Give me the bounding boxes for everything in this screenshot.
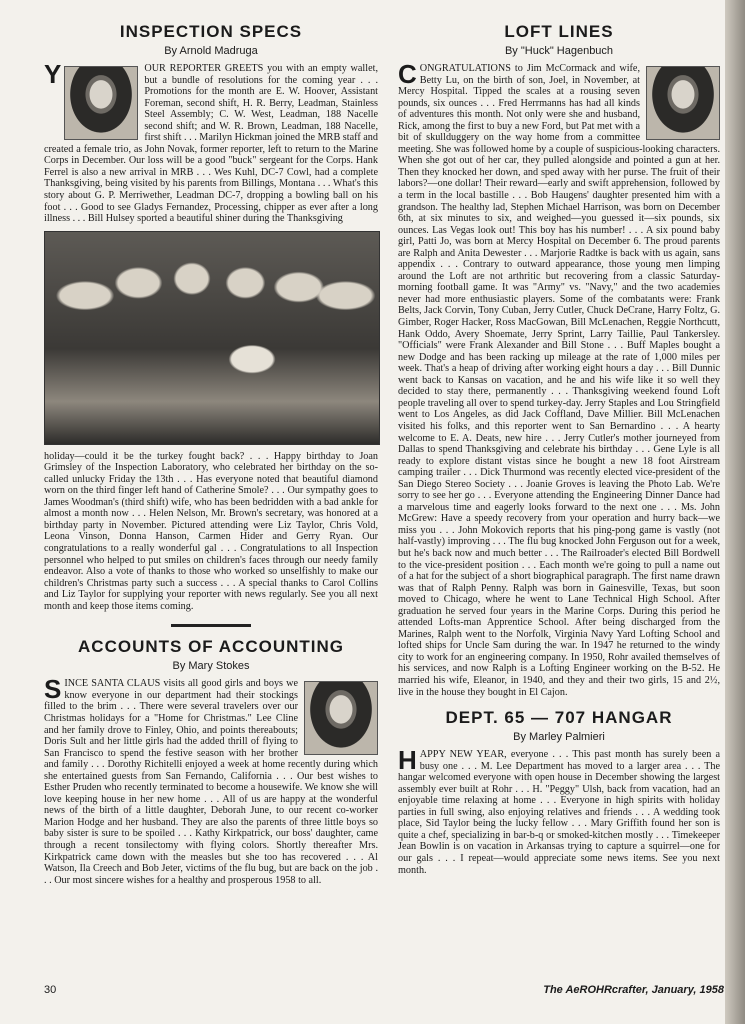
left-column [44, 22, 378, 886]
page-number: 30 [44, 984, 57, 996]
dropcap-y: Y [44, 59, 62, 89]
reporter-portrait-photo [646, 66, 720, 140]
inspection-specs-paragraph-2: holiday—could it be the turkey fought back? . . . Happy birthday to Joan Grimsley of the Inspection Laboratory, who celebrated her birthday on the so-called unlucky Friday the 13th . . . Has everyone noted that beautiful diamond worn on the third finger left hand of Catherine Smole? . . . Our sympathy goes to James Woodman's (third shift) wife, who has been bedridden with a bad ankle for almost a month now . . . Helen Nelson, Mr. Brown's secretary, was honored at a birthday party in November. Pictured attending were Liz Taylor, Chris Vold, Leona Vinson, Donna Hanson, Carmen Hider and Gerry Ryan. Our congratulations to a really wonderful gal . . . Congratulations to all Inspection personnel who helped to put smiles on children's faces through our needy family endeavor. Also a vote of thanks to those who worked so unselfishly to make our children's Christmas party such a success . . . A special thanks to Carol Collins and Liz Taylor for supplying your reporter with news regularly. See you all next month and keep those items coming. [44, 450, 378, 612]
inspection-specs-article [44, 22, 378, 612]
hangar-article [398, 708, 720, 876]
accounting-paragraph [44, 674, 378, 886]
right-column [398, 22, 720, 876]
hangar-heading: DEPT. 65 — 707 HANGAR [445, 708, 673, 728]
loft-lines-paragraph [398, 59, 720, 698]
hangar-text: APPY NEW YEAR, everyone . . . This past month has surely been a busy one . . . M. Lee Department has moved to a larger area . . . The hangar welcomed everyone with open house in December showing the largest assembly ever built at Rohr . . . H. "Peggy" Ulsh, back from vacation, had an enjoyable time relaxing at home . . . Everyone in high spirits with holiday parties in full swing, also enjoying relatives and friends . . . A wedding took place, Sid Taylor being the lucky fellow . . . Mary Griffith found her son is quite a chef, specializing in bar-b-q or smoked-kitchen mostly . . . Timekeeper Jean Bowlin is on vacation in Arkansas trying to capture a squirrel—one for our gals . . . I repeat—would appreciate some news items. See you next month. [398, 749, 720, 876]
dropcap-h: H [398, 745, 417, 776]
loft-lines-heading: LOFT LINES [504, 22, 614, 41]
page-edge-shadow [725, 0, 745, 1024]
accounts-of-accounting-article [44, 637, 378, 886]
inspection-specs-byline: By Arnold Madruga [164, 45, 258, 57]
reporter-portrait-photo [64, 66, 138, 140]
hangar-byline: By Marley Palmieri [513, 731, 605, 744]
dropcap-s: S [44, 674, 62, 705]
inspection-specs-paragraph-1 [44, 59, 378, 225]
birthday-party-group-photo [44, 231, 380, 445]
dropcap-c: C [398, 59, 417, 89]
accounting-text: INCE SANTA CLAUS visits all good girls and boys we know everyone in our department had their stockings filled to the brim . . . There were several travelers over our Christmas holidays for a "Home for Christmas." Lee Cline and her family drove to Finley, Ohio, and points thereabouts; Doris Sult and her little girls had the added thrill of flying to San Francisco to spend the festive season with her brother and family . . . Dorothy Richitelli enjoyed a week at home recently during which she entertained guests from San Fernando, California . . . Our best wishes to Esther Pruden who recently terminated to become a housewife. We know she will love keeping house in her new home . . . All of us are happy at the wonderful news of the birth of a little daughter, Deborah June, to our recent co-worker Marion Hodge and her husband. They are also the parents of three little boys so baby sister is sure to be spoiled . . . Kathy Kirkpatrick, our boss' daughter, came through a recent tonsilectomy with flying colors. Shortly thereafter Mrs. Kirkpatrick came down with the measles but she too has recovered . . . Al Watson, Ila Creech and Bob Jeter, victims of the flu bug, but are back on the job . . . Our most sincere wishes for a healthy and prosperous 1958 to all. [44, 678, 378, 886]
accounting-byline: By Mary Stokes [172, 660, 250, 673]
loft-lines-article [398, 22, 720, 698]
loft-lines-text: ONGRATULATIONS to Jim McCormack and wife, Betty Lu, on the birth of son, Joel, in November, at Mercy Hospital. Tipped the scales at a rousing seven pounds, six ounces . . . Fred Herrmanns has had all kinds of adventures this month. Not only were she and husband, Rick, among the first to buy a new Ford, but Pat met with a bit of skullduggery on the way home from a committee meeting. She was followed home by a couple of suspicious-looking characters. When she got out of her car, they pulled alongside and pointed a gun at her. Then they knocked her down, and sped away with her purse. The fruit of their labors?—one dollar! Their reward—early and swift apprehension, followed by a term in the local bastille . . . Bob Haugens' daughter presented him with a grandson. The healthy lad, Stephen Michael Harrison, was born on December 6th, at six minutes to six, and weighed—you guessed it—six pounds, six ounces. Las Vegas look out! This boy has his number! . . . A six pound baby girl, Patti Jo, was born at Mercy Hospital on December 6. The proud parents are Ralph and Anita Dewester . . . Marjorie Radtke is back with us again, sans appendix . . . Contrary to outward appearance, those young men limping around the Loft are not arthritic but recovering from a classic Saturday-morning football game. It was "Army" vs. "Navy," and the two academies never had more enthusiastic players. Some of the combatants were: Frank Belts, Jack Corvin, Tony Cuban, Jerry Cutler, Chuck DeCrane, Harry Foltz, G. Gimber, Roger Hacker, Ross MacGowan, Bill McLenachen, Reggie Northcutt, Hank Oddo, Avery Shoemate, Jerry Sprint, Larry Taillie, Paul Tankersley. "Officials" were Frank Alexander and Bill Stone . . . Buff Maples bought a new Dodge and has been racking up mileage at the rate of 1,000 miles per week. That's a heap of driving after working eight hours a day . . . Bill Dunnic went back to Kansas on vacation, and he and his wife like it so well they decided to stay there, permanently . . . Thanksgiving weekend found Loft people traveling all over to spend turkey-day. Jerry Staples and Lou Stringfield went to Los Angeles, as did Jack Coffland, Dave Millier. Bill McLenachen visited his folks, and this reporter went to San Bernardino . . . A hearty welcome to E. A. Deats, new hire . . . Jerry Cutler's mother journeyed from Dallas to spend Thanksgiving and celebrate his birthday . . . Gene Lyle is all ready to explore distant vistas since he bought a new 18 foot Airstream camping trailer . . . Dick Thurmond was recently elected vice-president of the San Diego Stereo Society . . . Joanie Groves is leaving the Photo Lab. We're sorry to see her go . . . Everyone attending the Engineering Dinner Dance had a marvelous time and eagerly looks forward to the next one . . . Ms. John McGrew: Have a speedy recovery from your operation and hurry back—we miss you . . . John Mokovich reports that his ping-pong game is vastly (not half-vastly) improving . . . The flu bug knocked John Ferguson out for a week, but he's back now and much better . . . The Railroader's elected Bill Bordwell to the vice-president position . . . Each month we're going to pull a name out of a hat for the subject of a short biographical paragraph. The first name drawn was that of Ralph Penny. Ralph was born in Gainesville, Texas, but soon moved to Chicago, where he went to Lane Technical High School. After graduation he served four years in the Marine Corps. During this period he attended Lofts-man Apprentice School. After being discharged from the Marines, Ralph went to the Norfolk, Virginia Navy Yard Lofting School and lofted ships for Uncle Sam during the war. In 1947 he returned to the windy city to work for an engineering company. In 1950, Rohr availed themselves of his services, and now Ralph is a Lofting Engineer working on the B-52. He married his wife, Eleanor, in 1940, and they and their two girls, 15 and 2½, live in the house they bought in El Cajon. [398, 63, 720, 698]
loft-lines-byline: By "Huck" Hagenbuch [504, 45, 614, 57]
reporter-portrait-photo [304, 681, 378, 755]
publication-title: The AeROHRcrafter, January, 1958 [543, 984, 724, 996]
inspection-specs-text-1: OUR REPORTER GREETS you with an empty wallet, but a bundle of resolutions for the coming year . . . Promotions for the month are E. W. Hoover, Assistant Foreman, second shift, H. R. Berry, Leadman, Stainless Steel Assembly; C. W. West, Leadman, 188 Nacelle second shift; and W. R. Brown, Leadman, 188 Nacelle, first shift . . . Marilyn Hickman joined the MRB staff and created a female trio, as John Novak, former reporter, left to return to the Marine Corps in December. Our loss will be a good "buck" sergeant for the Corps. Hank Ferrel is also a new arrival in MRB . . . Wes Kuhl, DC-7 Cowl, had a complete Thanksgiving, being visited by his parents from Billings, Montana . . . What's this story about G. P. Merriwether, Leadman DC-7, dropping a bowling ball on his foot . . . Good to see Gladys Fernandez, Processing, chipper as ever after a long illness . . . Bill Hulsey sported a beautiful shiner during the Thanksgiving [44, 63, 378, 225]
section-divider [171, 624, 251, 627]
inspection-specs-heading: INSPECTION SPECS [119, 22, 303, 41]
hangar-paragraph [398, 745, 720, 876]
accounting-heading: ACCOUNTS OF ACCOUNTING [78, 637, 344, 657]
